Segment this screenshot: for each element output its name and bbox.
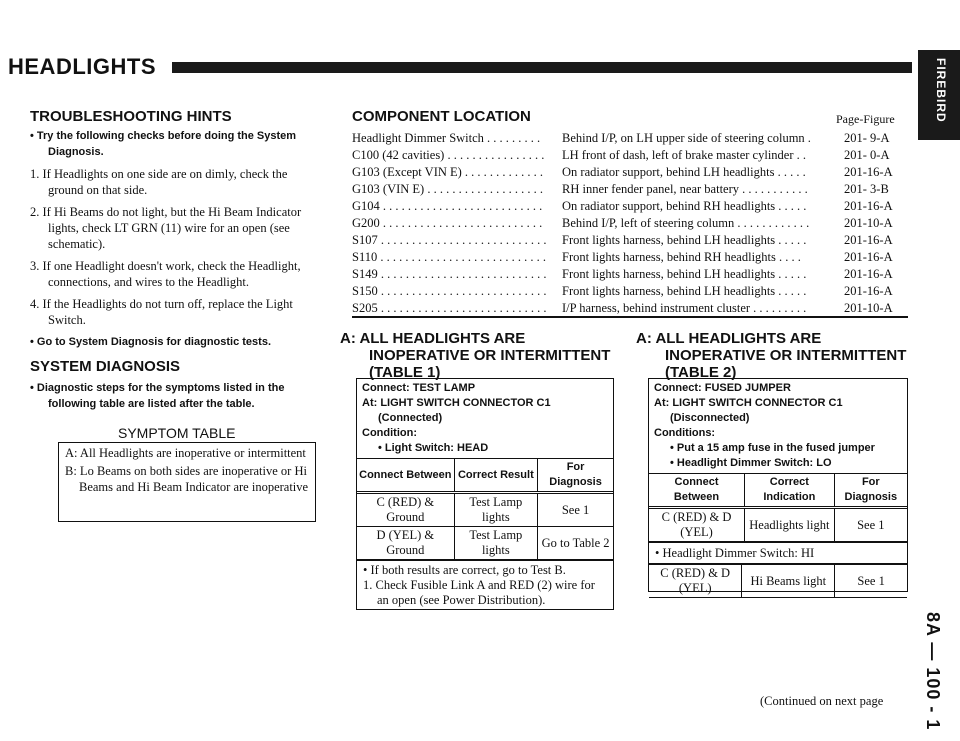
system-diagnosis-title: SYSTEM DIAGNOSIS: [30, 358, 181, 375]
table1-panel: [356, 378, 614, 610]
hint-item: 3. If one Headlight doesn't work, check the Headlight, connections, and wires to the Headlight.: [30, 259, 301, 289]
component-page: 201-10-A: [844, 216, 893, 230]
table2-grid-hi: [649, 564, 907, 598]
hint-item: 4. If the Headlights do not turn off, replace the Light Switch.: [30, 297, 293, 327]
symptom-table: [58, 442, 316, 522]
component-name: S205 . . . . . . . . . . . . . . . . . . . . . . . . . . .: [352, 301, 547, 315]
component-page: 201-16-A: [844, 284, 893, 298]
table2-grid: [649, 473, 907, 542]
troubleshooting-hints: [30, 128, 318, 356]
col-header: Connect Between: [649, 474, 745, 508]
component-name: S149 . . . . . . . . . . . . . . . . . . . . . . . . . . .: [352, 267, 547, 281]
component-location-table: [352, 130, 908, 317]
component-row: [352, 283, 908, 300]
symptom-row: B: Lo Beams on both sides are inoperative or Hi Beams and Hi Beam Indicator are inoperative: [65, 464, 309, 494]
component-name: S110 . . . . . . . . . . . . . . . . . . . . . . . . . . .: [352, 250, 546, 264]
table2-condition: • Put a 15 amp fuse in the fused jumper: [670, 442, 875, 454]
component-row: [352, 300, 908, 317]
page-number: 8A — 100 - 1: [923, 612, 943, 731]
table2-title-line: A: ALL HEADLIGHTS ARE: [636, 330, 822, 347]
cell: See 1: [834, 508, 907, 542]
component-name: S150 . . . . . . . . . . . . . . . . . . . . . . . . . . .: [352, 284, 547, 298]
side-tab-label: FIREBIRD: [934, 58, 948, 123]
col-header: Correct Result: [454, 459, 538, 493]
table1-title-line: INOPERATIVE OR INTERMITTENT: [369, 347, 611, 364]
table2-title-line: (TABLE 2): [665, 364, 737, 381]
cell: See 1: [538, 493, 613, 527]
component-page: 201-16-A: [844, 250, 893, 264]
table2-conditions-label: Conditions:: [654, 427, 716, 439]
component-page: 201-16-A: [844, 165, 893, 179]
component-name: C100 (42 cavities) . . . . . . . . . . . . . . . .: [352, 148, 545, 162]
cell: D (YEL) & Ground: [357, 527, 454, 560]
troubleshooting-title: TROUBLESHOOTING HINTS: [30, 108, 232, 125]
component-location: Front lights harness, behind RH headlights . . . .: [562, 250, 801, 264]
component-page: 201-16-A: [844, 267, 893, 281]
component-page: 201-16-A: [844, 199, 893, 213]
page-figure-label: Page-Figure: [836, 112, 895, 126]
component-location-title: COMPONENT LOCATION: [352, 108, 531, 125]
section-divider: [352, 316, 908, 318]
table2-state: (Disconnected): [670, 412, 750, 424]
hint-item: 1. If Headlights on one side are on dimly, check the ground on that side.: [30, 167, 288, 197]
table2-title: [636, 330, 916, 381]
component-location: I/P harness, behind instrument cluster . . . . . . . . .: [562, 301, 807, 315]
continued-note: (Continued on next page: [760, 694, 884, 708]
cell: Go to Table 2: [538, 527, 613, 560]
table1-condition-label: Condition:: [362, 427, 417, 439]
component-name: Headlight Dimmer Switch . . . . . . . . .: [352, 131, 541, 145]
component-page: 201- 3-B: [844, 182, 889, 196]
component-name: S107 . . . . . . . . . . . . . . . . . . . . . . . . . . .: [352, 233, 547, 247]
col-header: Connect Between: [357, 459, 454, 493]
component-row: [352, 130, 908, 147]
table1-title: [340, 330, 620, 381]
table-row: [649, 508, 907, 542]
component-row: [352, 266, 908, 283]
component-location: Front lights harness, behind LH headlights . . . . .: [562, 267, 807, 281]
cell: Hi Beams light: [742, 565, 835, 598]
component-row: [352, 198, 908, 215]
table1-note: • If both results are correct, go to Test B.: [363, 563, 566, 577]
cell: C (RED) & Ground: [357, 493, 454, 527]
page-title: HEADLIGHTS: [8, 54, 156, 79]
component-location: Behind I/P, left of steering column . . . . . . . . . . . .: [562, 216, 810, 230]
component-row: [352, 215, 908, 232]
table1-note: 1. Check Fusible Link A and RED (2) wire for an open (see Power Distribution).: [363, 578, 595, 607]
component-location: Front lights harness, behind LH headlights . . . . .: [562, 284, 807, 298]
symptom-row: A: All Headlights are inoperative or intermittent: [65, 446, 306, 460]
table2-condition: • Headlight Dimmer Switch: LO: [670, 457, 832, 469]
component-row: [352, 181, 908, 198]
component-page: 201- 9-A: [844, 131, 890, 145]
symptom-table-title: SYMPTOM TABLE: [118, 425, 236, 441]
component-location: Front lights harness, behind LH headlights . . . . .: [562, 233, 807, 247]
component-location: Behind I/P, on LH upper side of steering column .: [562, 131, 811, 145]
hint-bullet: • Go to System Diagnosis for diagnostic tests.: [30, 336, 272, 348]
component-row: [352, 249, 908, 266]
component-location: On radiator support, behind RH headlights . . . . .: [562, 199, 807, 213]
cell: Headlights light: [745, 508, 835, 542]
table2-panel: [648, 378, 908, 595]
cell: See 1: [835, 565, 907, 598]
table1-at: At: LIGHT SWITCH CONNECTOR C1: [362, 397, 551, 409]
system-diagnosis-text: • Diagnostic steps for the symptoms listed in the following table are listed after the table.: [30, 382, 285, 410]
header-bar: [172, 62, 912, 73]
component-page: 201- 0-A: [844, 148, 890, 162]
table1-state: (Connected): [378, 412, 443, 424]
table-row: [357, 527, 613, 560]
hint-bullet: • Try the following checks before doing the System Diagnosis.: [30, 130, 297, 158]
component-name: G200 . . . . . . . . . . . . . . . . . . . . . . . . . .: [352, 216, 543, 230]
table1-connect: Connect: TEST LAMP: [362, 382, 476, 394]
table2-sub-condition: • Headlight Dimmer Switch: HI: [649, 542, 907, 564]
hint-item: 2. If Hi Beams do not light, but the Hi Beam Indicator lights, check LT GRN (11) wire for an open (see schematic).: [30, 205, 302, 251]
component-name: G103 (VIN E) . . . . . . . . . . . . . . . . . . .: [352, 182, 543, 196]
cell: C (RED) & D (YEL): [649, 508, 745, 542]
table1-title-line: (TABLE 1): [369, 364, 441, 381]
component-location: LH front of dash, left of brake master cylinder . .: [562, 148, 807, 162]
component-row: [352, 147, 908, 164]
component-name: G103 (Except VIN E) . . . . . . . . . . . . .: [352, 165, 544, 179]
col-header: Correct Indication: [745, 474, 835, 508]
cell: C (RED) & D (YEL): [649, 565, 742, 598]
table2-title-line: INOPERATIVE OR INTERMITTENT: [665, 347, 907, 364]
table-row: [649, 565, 907, 598]
col-header: For Diagnosis: [538, 459, 613, 493]
table1-condition: • Light Switch: HEAD: [378, 442, 489, 454]
table1-grid: [357, 458, 613, 560]
table2-connect: Connect: FUSED JUMPER: [654, 382, 791, 394]
cell: Test Lamp lights: [454, 527, 538, 560]
component-page: 201-16-A: [844, 233, 893, 247]
component-location: RH inner fender panel, near battery . . . . . . . . . . .: [562, 182, 808, 196]
component-row: [352, 164, 908, 181]
component-row: [352, 232, 908, 249]
table1-title-line: A: ALL HEADLIGHTS ARE: [340, 330, 526, 347]
component-location: On radiator support, behind LH headlights . . . . .: [562, 165, 806, 179]
component-name: G104 . . . . . . . . . . . . . . . . . . . . . . . . . .: [352, 199, 543, 213]
table-row: [357, 493, 613, 527]
col-header: For Diagnosis: [834, 474, 907, 508]
cell: Test Lamp lights: [454, 493, 538, 527]
table2-at: At: LIGHT SWITCH CONNECTOR C1: [654, 397, 843, 409]
component-page: 201-10-A: [844, 301, 893, 315]
